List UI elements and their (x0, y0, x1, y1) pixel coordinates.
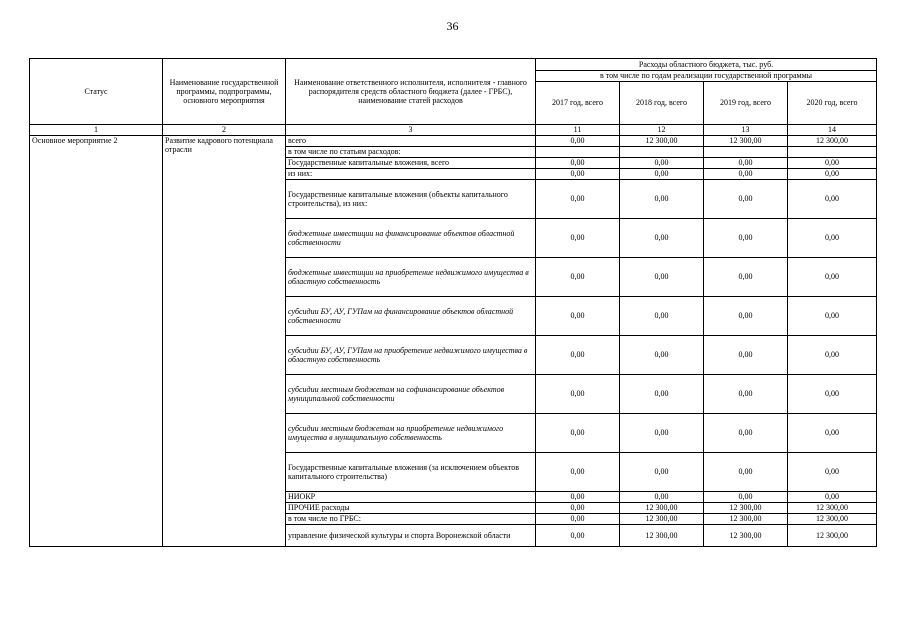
status-cell: Основное мероприятие 2 (30, 136, 163, 547)
value-cell: 12 300,00 (620, 514, 704, 525)
row-label: Государственные капитальные вложения, всего (286, 158, 536, 169)
value-cell: 0,00 (788, 180, 877, 219)
row-label: субсидии БУ, АУ, ГУПам на приобретение недвижимого имущества в областную собственность (286, 336, 536, 375)
value-cell: 0,00 (788, 169, 877, 180)
value-cell: 0,00 (704, 375, 788, 414)
header-executor: Наименование ответственного исполнителя, исполнителя - главного распорядителя средств областного бюджета (далее - ГРБС), наименование статей расходов (286, 59, 536, 125)
col-number: 14 (788, 125, 877, 136)
row-label: субсидии местным бюджетам на приобретение недвижимого имущества в муниципальную собственность (286, 414, 536, 453)
value-cell: 0,00 (536, 336, 620, 375)
value-cell: 0,00 (536, 414, 620, 453)
value-cell: 0,00 (536, 503, 620, 514)
table-row (30, 136, 877, 147)
value-cell: 12 300,00 (704, 503, 788, 514)
col-number: 2 (163, 125, 286, 136)
header-year-2018: 2018 год, всего (620, 82, 704, 125)
value-cell: 0,00 (620, 258, 704, 297)
value-cell: 0,00 (536, 453, 620, 492)
value-cell: 0,00 (620, 492, 704, 503)
value-cell: 12 300,00 (704, 525, 788, 547)
value-cell: 0,00 (536, 492, 620, 503)
value-cell: 0,00 (536, 375, 620, 414)
value-cell: 0,00 (788, 336, 877, 375)
value-cell: 0,00 (704, 336, 788, 375)
value-cell (536, 147, 620, 158)
row-label: субсидии БУ, АУ, ГУПам на финансирование объектов областной собственности (286, 297, 536, 336)
value-cell: 0,00 (788, 297, 877, 336)
value-cell: 12 300,00 (788, 503, 877, 514)
value-cell (704, 147, 788, 158)
row-label: управление физической культуры и спорта Воронежской области (286, 525, 536, 547)
value-cell: 0,00 (788, 375, 877, 414)
row-label: бюджетные инвестиции на финансирование объектов областной собственности (286, 219, 536, 258)
col-number: 3 (286, 125, 536, 136)
row-label: ПРОЧИЕ расходы (286, 503, 536, 514)
header-year-2020: 2020 год, всего (788, 82, 877, 125)
value-cell: 0,00 (536, 297, 620, 336)
value-cell: 12 300,00 (704, 514, 788, 525)
value-cell (620, 147, 704, 158)
value-cell: 12 300,00 (788, 514, 877, 525)
header-by-years: в том числе по годам реализации государственной программы (536, 71, 877, 82)
value-cell: 0,00 (788, 219, 877, 258)
row-label: Государственные капитальные вложения (за исключением объектов капитального строительства) (286, 453, 536, 492)
value-cell: 0,00 (704, 180, 788, 219)
value-cell: 0,00 (536, 258, 620, 297)
col-number: 11 (536, 125, 620, 136)
value-cell: 0,00 (536, 525, 620, 547)
header-year-2017: 2017 год, всего (536, 82, 620, 125)
value-cell: 0,00 (788, 492, 877, 503)
value-cell: 0,00 (704, 258, 788, 297)
value-cell: 0,00 (704, 414, 788, 453)
value-cell: 0,00 (620, 336, 704, 375)
value-cell: 0,00 (788, 258, 877, 297)
value-cell: 0,00 (536, 136, 620, 147)
value-cell: 0,00 (704, 453, 788, 492)
value-cell: 12 300,00 (620, 525, 704, 547)
value-cell: 0,00 (620, 180, 704, 219)
row-label: бюджетные инвестиции на приобретение недвижимого имущества в областную собственность (286, 258, 536, 297)
col-number: 13 (704, 125, 788, 136)
program-cell: Развитие кадрового потенциала отрасли (163, 136, 286, 547)
header-program-name: Наименование государственной программы, подпрограммы, основного мероприятия (163, 59, 286, 125)
value-cell: 0,00 (620, 219, 704, 258)
col-number: 1 (30, 125, 163, 136)
value-cell: 0,00 (704, 158, 788, 169)
value-cell: 0,00 (788, 158, 877, 169)
value-cell: 0,00 (536, 514, 620, 525)
header-year-2019: 2019 год, всего (704, 82, 788, 125)
value-cell: 0,00 (620, 169, 704, 180)
row-label: всего (286, 136, 536, 147)
value-cell: 0,00 (620, 297, 704, 336)
value-cell: 0,00 (620, 453, 704, 492)
value-cell: 0,00 (536, 219, 620, 258)
col-number: 12 (620, 125, 704, 136)
value-cell: 12 300,00 (788, 136, 877, 147)
value-cell: 12 300,00 (704, 136, 788, 147)
value-cell: 0,00 (620, 414, 704, 453)
value-cell: 12 300,00 (620, 503, 704, 514)
value-cell: 0,00 (704, 297, 788, 336)
value-cell: 0,00 (620, 158, 704, 169)
value-cell: 0,00 (788, 414, 877, 453)
row-label: субсидии местным бюджетам на софинансирование объектов муниципальной собственности (286, 375, 536, 414)
value-cell: 12 300,00 (620, 136, 704, 147)
value-cell: 12 300,00 (788, 525, 877, 547)
value-cell: 0,00 (704, 169, 788, 180)
value-cell: 0,00 (536, 169, 620, 180)
value-cell: 0,00 (536, 180, 620, 219)
value-cell: 0,00 (536, 158, 620, 169)
row-label: в том числе по ГРБС: (286, 514, 536, 525)
budget-table (29, 58, 877, 547)
header-status: Статус (30, 59, 163, 125)
value-cell: 0,00 (704, 492, 788, 503)
value-cell: 0,00 (788, 453, 877, 492)
row-label: в том числе по статьям расходов: (286, 147, 536, 158)
row-label: из них: (286, 169, 536, 180)
value-cell: 0,00 (704, 219, 788, 258)
row-label: Государственные капитальные вложения (объекты капитального строительства), из них: (286, 180, 536, 219)
page-number: 36 (446, 19, 459, 33)
value-cell (788, 147, 877, 158)
header-budget-title: Расходы областного бюджета, тыс. руб. (536, 59, 877, 71)
value-cell: 0,00 (620, 375, 704, 414)
row-label: НИОКР (286, 492, 536, 503)
